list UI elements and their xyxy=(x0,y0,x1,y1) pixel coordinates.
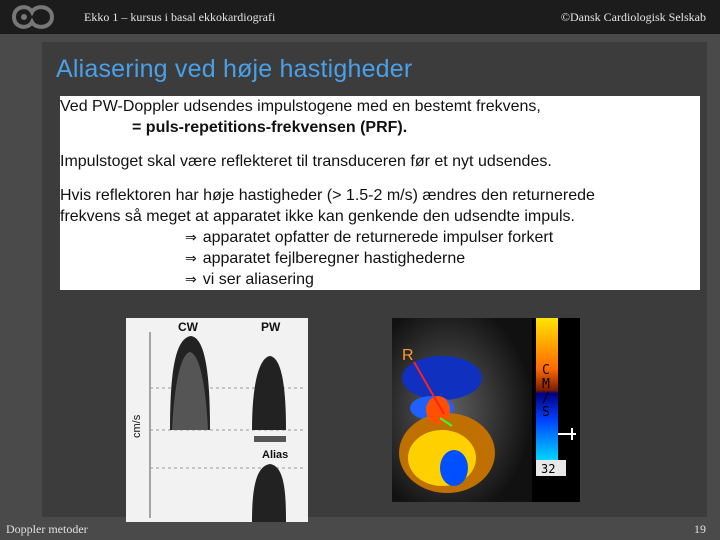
scale-label: C M / S xyxy=(542,363,550,420)
page-number: 19 xyxy=(694,522,706,536)
label-cw: CW xyxy=(178,320,198,334)
label-alias: Alias xyxy=(262,449,289,461)
text-line: Hvis reflektoren har høje hastigheder (> 1.5-2 m/s) ændres den returnerede xyxy=(60,187,595,204)
arrow-icon: ⇒ xyxy=(185,251,197,267)
text-line: Impulstoget skal være reflekteret til transduceren før et nyt udsendes. xyxy=(60,153,552,170)
label-cms: cm/s xyxy=(131,414,143,438)
logo-icon xyxy=(8,2,58,32)
bullet-line xyxy=(60,248,700,269)
bullet-text: apparatet opfatter de returnerede impulser forkert xyxy=(202,229,554,246)
footer-section: Doppler metoder xyxy=(6,522,88,536)
arrow-icon: ⇒ xyxy=(185,230,197,246)
color-doppler-figure xyxy=(392,318,580,502)
slide-title: Aliasering ved høje hastigheder xyxy=(56,55,413,83)
copyright: ©Dansk Cardiologisk Selskab xyxy=(560,10,706,24)
bullet-line xyxy=(60,227,700,248)
doppler-spectrum-figure xyxy=(126,318,308,522)
bullet-text: vi ser aliasering xyxy=(202,271,314,288)
text-line: frekvens så meget at apparatet ikke kan genkende den udsendte impuls. xyxy=(60,208,575,225)
header-bar xyxy=(0,0,720,34)
arrow-icon: ⇒ xyxy=(185,272,197,288)
slide-body xyxy=(60,96,700,290)
marker-r: R xyxy=(402,347,414,364)
scale-value: 32 xyxy=(541,462,556,476)
course-title: Ekko 1 – kursus i basal ekkokardiografi xyxy=(84,10,276,24)
text-line: Ved PW-Doppler udsendes impulstogene med en bestemt frekvens, xyxy=(60,98,541,115)
bullet-text: apparatet fejlberegner hastighederne xyxy=(202,250,466,267)
label-pw: PW xyxy=(261,320,281,334)
bullet-line xyxy=(60,269,700,290)
text-line: = puls-repetitions-frekvensen (PRF). xyxy=(132,119,408,136)
